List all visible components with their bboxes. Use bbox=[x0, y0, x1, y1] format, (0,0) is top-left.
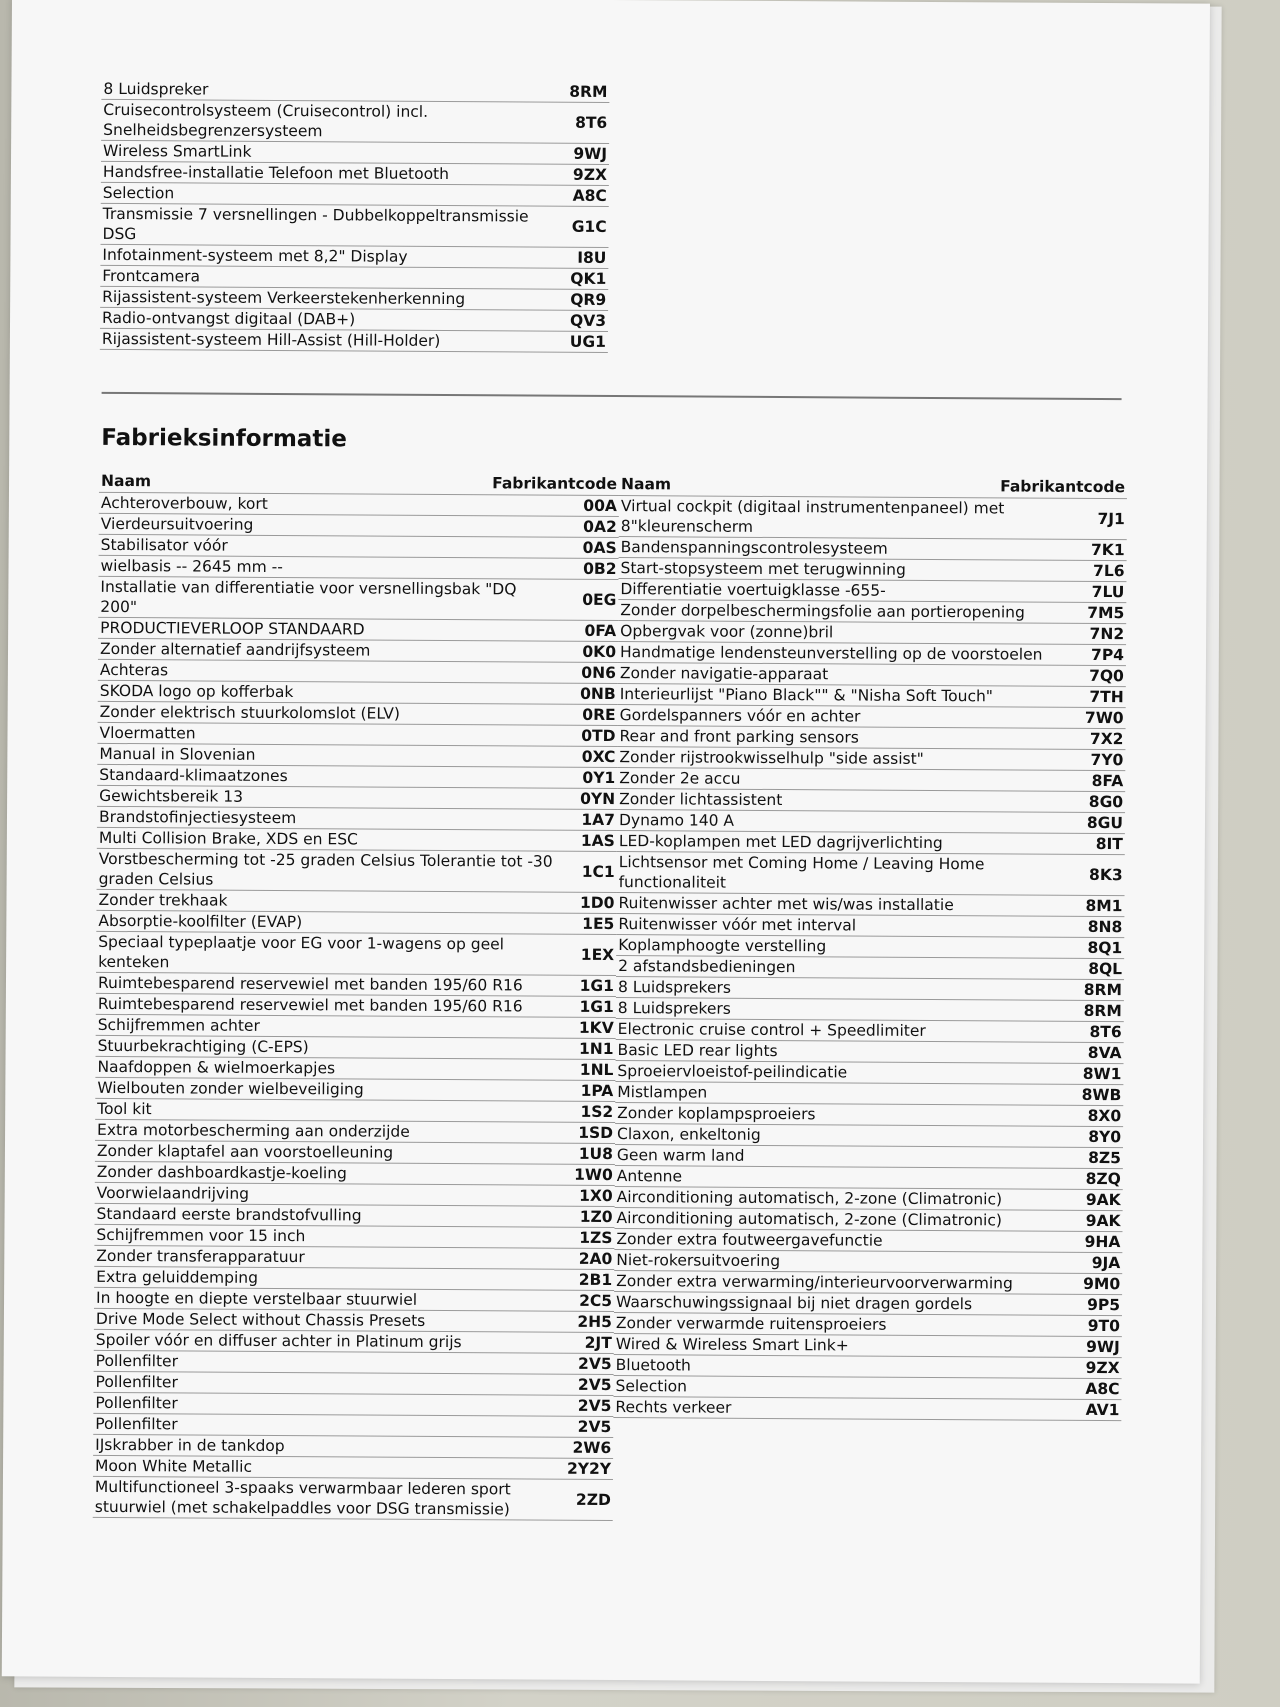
option-name: 8 Luidsprekers bbox=[617, 978, 732, 997]
option-code: 7K1 bbox=[1091, 540, 1125, 560]
option-code: 8IT bbox=[1095, 834, 1123, 854]
option-name: SKODA logo op kofferbak bbox=[99, 681, 294, 702]
option-name: Installatie van differentiatie voor versnellingsbak "DQ 200" bbox=[100, 577, 517, 617]
option-name: Zonder verwarmde ruitensproeiers bbox=[615, 1314, 887, 1334]
table-row bbox=[100, 204, 608, 248]
table-row bbox=[96, 932, 616, 976]
option-code: 0NB bbox=[580, 684, 616, 704]
section-title: Fabrieksinformatie bbox=[101, 424, 347, 453]
factory-info-left-list bbox=[93, 493, 619, 1521]
option-code: AV1 bbox=[1085, 1400, 1120, 1420]
option-code: 0A2 bbox=[583, 517, 617, 537]
option-code: 0AS bbox=[582, 538, 617, 558]
option-code: 1A7 bbox=[581, 810, 616, 830]
option-name: Bandenspanningscontrolesysteem bbox=[620, 538, 888, 558]
option-code: 7P4 bbox=[1091, 645, 1125, 665]
option-name: Vloermatten bbox=[99, 723, 196, 743]
option-code: 1KV bbox=[578, 1018, 614, 1038]
option-name: Gordelspanners vóór en achter bbox=[619, 706, 861, 726]
header-name: Naam bbox=[620, 475, 672, 494]
option-name: Zonder dorpelbeschermingsfolie aan portieropening bbox=[620, 601, 1025, 622]
option-name: Zonder dashboardkastje-koeling bbox=[96, 1162, 347, 1183]
option-name: Zonder elektrisch stuurkolomslot (ELV) bbox=[99, 702, 401, 723]
option-code: 8T6 bbox=[575, 113, 608, 132]
option-code: 8Y0 bbox=[1088, 1127, 1122, 1147]
option-code: 1Z0 bbox=[579, 1207, 613, 1227]
table-row bbox=[613, 1397, 1121, 1421]
option-code: 8X0 bbox=[1087, 1106, 1122, 1126]
option-name: Mistlampen bbox=[617, 1083, 708, 1102]
option-name: Manual in Slovenian bbox=[99, 744, 256, 764]
option-code: 2C5 bbox=[579, 1291, 613, 1311]
option-code: 7N2 bbox=[1089, 624, 1125, 644]
option-code: 7Y0 bbox=[1090, 750, 1124, 770]
option-name: Naafdoppen & wielmoerkapjes bbox=[97, 1057, 336, 1078]
option-code: 8Z5 bbox=[1088, 1148, 1121, 1168]
option-code: 0Y1 bbox=[582, 768, 616, 788]
option-name: LED-koplampen met LED dagrijverlichting bbox=[618, 832, 943, 853]
section-divider bbox=[102, 392, 1122, 400]
option-code: 2V5 bbox=[577, 1417, 612, 1437]
option-name: Zonder klaptafel aan voorstoelleuning bbox=[96, 1141, 394, 1162]
option-name: Zonder extra verwarming/interieurvoorverwarming bbox=[616, 1272, 1013, 1293]
table-row bbox=[93, 1477, 613, 1521]
option-name: Ruimtebesparend reservewiel met banden 195/60 R16 bbox=[97, 994, 523, 1016]
option-code: QV3 bbox=[570, 311, 607, 330]
option-name: Ruitenwisser achter met wis/was installatie bbox=[618, 894, 954, 915]
option-name: Interieurlijst "Piano Black"" & "Nisha Soft Touch" bbox=[619, 685, 994, 706]
header-name: Naam bbox=[100, 471, 152, 491]
option-name: Rijassistent-systeem Verkeerstekenherkenning bbox=[102, 287, 466, 309]
column-header bbox=[619, 474, 1127, 499]
option-code: 1U8 bbox=[578, 1144, 614, 1164]
table-row bbox=[619, 496, 1127, 540]
factory-info-left-column bbox=[93, 471, 619, 1521]
table-row bbox=[100, 329, 608, 353]
option-code: 1AS bbox=[580, 831, 615, 851]
option-name: Extra motorbescherming aan onderzijde bbox=[97, 1120, 410, 1141]
option-code: 0N6 bbox=[581, 663, 616, 683]
option-code: 9HA bbox=[1084, 1232, 1121, 1252]
option-name: Lichtsensor met Coming Home / Leaving Home functionaliteit bbox=[618, 853, 985, 892]
option-name: Geen warm land bbox=[616, 1146, 745, 1165]
option-name: 8 Luidspreker bbox=[103, 79, 209, 99]
option-code: 8N8 bbox=[1087, 917, 1123, 937]
option-name: Vierdeursuitvoering bbox=[100, 514, 254, 534]
option-code: I8U bbox=[577, 248, 607, 267]
option-name: Radio-ontvangst digitaal (DAB+) bbox=[101, 308, 356, 329]
option-name: Zonder koplampsproeiers bbox=[617, 1104, 816, 1124]
option-code: 2V5 bbox=[577, 1396, 612, 1416]
option-code: 8RM bbox=[1083, 980, 1123, 1000]
option-name: Voorwielaandrijving bbox=[96, 1183, 250, 1203]
options-list-top bbox=[100, 79, 610, 353]
option-name: Wielbouten zonder wielbeveiliging bbox=[97, 1078, 364, 1099]
option-code: 8K3 bbox=[1089, 865, 1123, 885]
option-name: Wired & Wireless Smart Link+ bbox=[615, 1335, 849, 1355]
option-code: 8RM bbox=[569, 82, 608, 101]
option-code: 7TH bbox=[1089, 687, 1124, 707]
option-code: 9M0 bbox=[1083, 1274, 1121, 1294]
option-code: 0RE bbox=[582, 705, 616, 725]
option-name: Schijfremmen voor 15 inch bbox=[96, 1225, 306, 1246]
option-name: Zonder trekhaak bbox=[98, 890, 228, 910]
option-code: 0XC bbox=[581, 747, 616, 767]
option-name: Wireless SmartLink bbox=[103, 141, 252, 161]
option-code: 0K0 bbox=[582, 642, 617, 662]
option-name: wielbasis -- 2645 mm -- bbox=[100, 556, 283, 577]
option-name: Selection bbox=[102, 183, 175, 203]
option-code: 9JA bbox=[1091, 1253, 1121, 1273]
option-code: 9WJ bbox=[573, 144, 608, 163]
option-name: Brandstofinjectiesysteem bbox=[98, 807, 297, 828]
option-code: 0FA bbox=[584, 621, 617, 641]
option-code: 8VA bbox=[1087, 1043, 1122, 1063]
option-code: 0EG bbox=[582, 590, 617, 610]
option-code: 7Q0 bbox=[1089, 666, 1124, 686]
option-name: Zonder extra foutweergavefunctie bbox=[616, 1230, 883, 1250]
option-name: 8 Luidsprekers bbox=[617, 999, 731, 1018]
document-page bbox=[2, 0, 1210, 1684]
option-code: 7LU bbox=[1091, 582, 1125, 602]
option-code: A8C bbox=[572, 186, 607, 205]
option-code: 7M5 bbox=[1087, 603, 1125, 623]
option-code: 9ZX bbox=[1085, 1358, 1120, 1378]
option-code: 8QL bbox=[1088, 959, 1123, 979]
option-code: 7X2 bbox=[1089, 729, 1124, 749]
option-code: 1G1 bbox=[579, 976, 615, 996]
option-name: Pollenfilter bbox=[95, 1372, 178, 1392]
option-name: Infotainment-systeem met 8,2" Display bbox=[102, 245, 408, 266]
option-code: 8T6 bbox=[1089, 1022, 1122, 1042]
option-name: Pollenfilter bbox=[95, 1393, 178, 1413]
option-code: 1D0 bbox=[579, 893, 615, 913]
option-name: Ruitenwisser vóór met interval bbox=[618, 915, 857, 935]
option-name: Zonder transferapparatuur bbox=[96, 1246, 305, 1267]
option-name: Zonder alternatief aandrijfsysteem bbox=[99, 639, 371, 660]
option-name: Dynamo 140 A bbox=[618, 811, 735, 830]
option-code: 1ZS bbox=[579, 1228, 613, 1248]
option-name: Transmissie 7 versnellingen - Dubbelkoppeltransmissie DSG bbox=[102, 204, 529, 244]
option-code: 2H5 bbox=[577, 1312, 612, 1332]
option-code: 2A0 bbox=[578, 1249, 613, 1269]
table-row bbox=[97, 849, 617, 893]
option-code: 8FA bbox=[1091, 771, 1124, 791]
option-name: Ruimtebesparend reservewiel met banden 195/60 R16 bbox=[97, 973, 523, 995]
option-code: 8ZQ bbox=[1085, 1169, 1121, 1189]
option-name: Extra geluiddemping bbox=[96, 1267, 259, 1287]
option-code: 1G1 bbox=[579, 997, 614, 1017]
option-name: Antenne bbox=[616, 1167, 683, 1186]
option-code: 8GU bbox=[1086, 813, 1124, 833]
option-name: Frontcamera bbox=[102, 266, 201, 286]
option-code: 7L6 bbox=[1093, 561, 1125, 581]
option-name: Waarschuwingssignaal bij niet dragen gordels bbox=[615, 1293, 973, 1314]
option-name: Electronic cruise control + Speedlimiter bbox=[617, 1020, 926, 1040]
option-name: Tool kit bbox=[97, 1099, 152, 1119]
option-name: Handmatige lendensteunverstelling op de voorstoelen bbox=[619, 643, 1043, 664]
option-code: 8G0 bbox=[1088, 792, 1124, 812]
option-name: Airconditioning automatisch, 2-zone (Climatronic) bbox=[616, 1188, 1003, 1209]
option-code: 9AK bbox=[1085, 1211, 1121, 1231]
option-name: 2 afstandsbedieningen bbox=[618, 957, 796, 977]
option-code: 8W1 bbox=[1082, 1064, 1122, 1084]
option-code: 0TD bbox=[581, 726, 616, 746]
option-code: 2V5 bbox=[578, 1354, 612, 1374]
option-name: Rijassistent-systeem Hill-Assist (Hill-Holder) bbox=[101, 329, 441, 350]
option-name: Differentiatie voertuigklasse -655- bbox=[620, 580, 886, 600]
option-code: 7W0 bbox=[1084, 708, 1124, 728]
factory-info-right-list bbox=[613, 496, 1127, 1421]
option-name: Pollenfilter bbox=[95, 1414, 178, 1434]
option-code: 2W6 bbox=[572, 1438, 612, 1458]
option-code: 9WJ bbox=[1086, 1337, 1120, 1357]
option-name: Gewichtsbereik 13 bbox=[99, 786, 244, 806]
option-name: Standaard eerste brandstofvulling bbox=[96, 1204, 362, 1225]
option-name: Basic LED rear lights bbox=[617, 1041, 778, 1061]
option-name: Stuurbekrachtiging (C-EPS) bbox=[97, 1036, 309, 1057]
option-name: Virtual cockpit (digitaal instrumentenpaneel) met 8"kleurenscherm bbox=[620, 497, 1005, 536]
option-name: Handsfree-installatie Telefoon met Bluetooth bbox=[102, 162, 450, 184]
option-code: 1SD bbox=[578, 1123, 614, 1143]
option-name: Koplamphoogte verstelling bbox=[618, 936, 827, 956]
option-name: Multifunctioneel 3-spaaks verwarmbaar lederen sport stuurwiel (met schakelpaddles voor DSG transmissie) bbox=[94, 1477, 511, 1519]
option-code: 1W0 bbox=[574, 1165, 613, 1185]
option-name: Selection bbox=[615, 1377, 688, 1396]
header-code: Fabrikantcode bbox=[492, 474, 618, 494]
option-name: Achteroverbouw, kort bbox=[100, 493, 268, 513]
option-name: PRODUCTIEVERLOOP STANDAARD bbox=[100, 618, 365, 639]
option-code: 1PA bbox=[580, 1081, 614, 1101]
table-row bbox=[617, 852, 1125, 896]
factory-info-right-column bbox=[613, 474, 1127, 1421]
option-code: 7J1 bbox=[1097, 509, 1125, 529]
option-code: 2ZD bbox=[575, 1490, 611, 1510]
column-header bbox=[99, 471, 619, 496]
option-name: Cruisecontrolsysteem (Cruisecontrol) incl. Snelheidsbegrenzersysteem bbox=[103, 100, 429, 141]
option-code: 2B1 bbox=[578, 1270, 613, 1290]
option-code: 2V5 bbox=[577, 1375, 612, 1395]
option-name: In hoogte en diepte verstelbaar stuurwiel bbox=[96, 1288, 418, 1309]
option-code: 1E5 bbox=[582, 914, 615, 934]
option-code: 8WB bbox=[1081, 1085, 1122, 1105]
option-code: 1N1 bbox=[578, 1039, 614, 1059]
option-name: Claxon, enkeltonig bbox=[617, 1125, 761, 1144]
option-name: Drive Mode Select without Chassis Presets bbox=[95, 1309, 426, 1330]
option-code: 1EX bbox=[580, 945, 615, 965]
option-name: Start-stopsysteem met terugwinning bbox=[620, 559, 906, 579]
option-code: 8RM bbox=[1083, 1001, 1122, 1021]
option-code: 2JT bbox=[584, 1333, 612, 1353]
option-code: A8C bbox=[1085, 1379, 1120, 1399]
option-code: 1S2 bbox=[580, 1102, 614, 1122]
option-code: QK1 bbox=[570, 269, 607, 288]
option-name: Multi Collision Brake, XDS en ESC bbox=[98, 828, 358, 849]
option-code: 8M1 bbox=[1085, 896, 1123, 916]
option-name: Airconditioning automatisch, 2-zone (Climatronic) bbox=[616, 1209, 1002, 1230]
option-code: G1C bbox=[571, 217, 607, 236]
option-code: 1X0 bbox=[579, 1186, 613, 1206]
option-name: Vorstbescherming tot -25 graden Celsius Tolerantie tot -30 graden Celsius bbox=[98, 849, 553, 889]
option-name: Absorptie-koolfilter (EVAP) bbox=[98, 911, 303, 932]
option-name: Spoiler vóór en diffuser achter in Platinum grijs bbox=[95, 1330, 462, 1352]
option-name: Standaard-klimaatzones bbox=[99, 765, 288, 786]
option-name: Opbergvak voor (zonne)bril bbox=[620, 622, 834, 642]
option-code: 8Q1 bbox=[1087, 938, 1123, 958]
option-code: 0YN bbox=[580, 789, 616, 809]
option-name: IJskrabber in de tankdop bbox=[95, 1435, 285, 1456]
option-code: 9AK bbox=[1085, 1190, 1121, 1210]
option-code: 9P5 bbox=[1087, 1295, 1121, 1315]
option-name: Moon White Metallic bbox=[94, 1456, 253, 1476]
option-name: Achteras bbox=[99, 660, 169, 680]
option-name: Zonder navigatie-apparaat bbox=[619, 664, 829, 684]
option-name: Speciaal typeplaatje voor EG voor 1-wagens op geel kenteken bbox=[98, 932, 505, 972]
option-code: 00A bbox=[583, 496, 617, 516]
option-code: QR9 bbox=[570, 290, 607, 309]
option-name: Rechts verkeer bbox=[615, 1398, 732, 1417]
option-code: 9T0 bbox=[1087, 1316, 1120, 1336]
table-row bbox=[98, 577, 618, 621]
header-code: Fabrikantcode bbox=[1000, 477, 1126, 497]
option-name: Niet-rokersuitvoering bbox=[616, 1251, 781, 1271]
option-code: UG1 bbox=[569, 332, 606, 351]
option-code: 1NL bbox=[579, 1060, 614, 1080]
table-row bbox=[101, 100, 609, 144]
option-name: Rear and front parking sensors bbox=[619, 727, 859, 747]
option-name: Stabilisator vóór bbox=[100, 535, 228, 555]
option-code: 9ZX bbox=[572, 165, 607, 184]
option-name: Zonder lichtassistent bbox=[619, 790, 783, 810]
option-code: 2Y2Y bbox=[566, 1459, 612, 1479]
option-name: Sproeiervloeistof-peilindicatie bbox=[617, 1062, 848, 1082]
option-name: Bluetooth bbox=[615, 1356, 691, 1375]
option-name: Pollenfilter bbox=[95, 1351, 179, 1371]
option-name: Schijfremmen achter bbox=[97, 1015, 260, 1035]
option-name: Zonder rijstrookwisselhulp "side assist" bbox=[619, 748, 924, 768]
option-name: Zonder 2e accu bbox=[619, 769, 741, 788]
option-code: 1C1 bbox=[581, 862, 615, 882]
option-code: 0B2 bbox=[583, 559, 617, 579]
